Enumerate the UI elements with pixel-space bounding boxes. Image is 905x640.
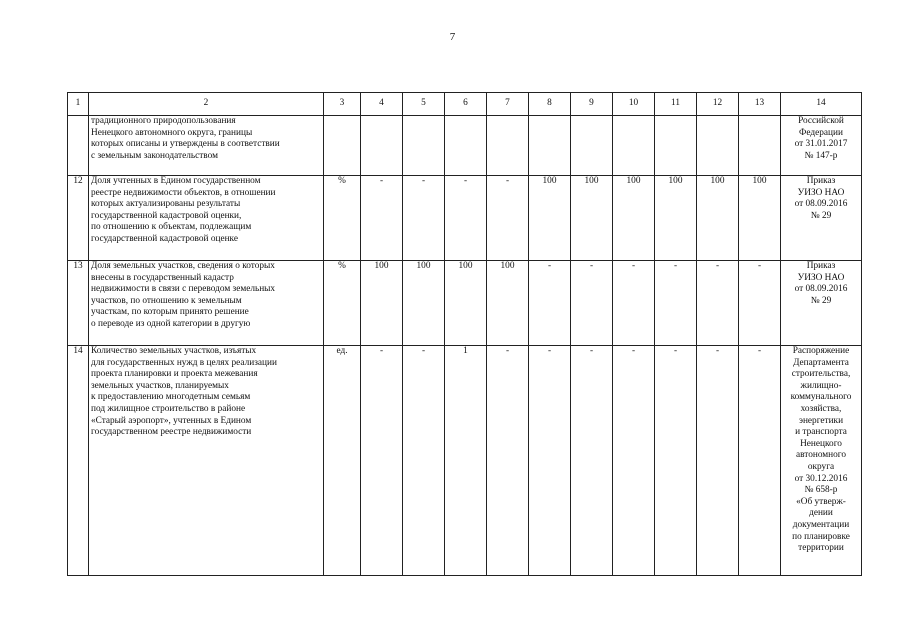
- column-number: 2: [89, 93, 324, 116]
- value-cell: -: [445, 176, 487, 261]
- text-line: от 31.01.2017: [794, 139, 848, 150]
- text-line: Российской: [798, 116, 844, 126]
- text-line: «Об утверж-: [796, 496, 846, 507]
- text-line: Приказ: [806, 261, 836, 271]
- text-line: от 08.09.2016: [794, 284, 848, 295]
- value-cell: [697, 116, 739, 176]
- column-number: 5: [403, 93, 445, 116]
- text-line: № 147-р: [804, 150, 838, 161]
- text-line: Количество земельных участков, изъятых: [91, 346, 257, 356]
- text-line: Ненецкого автономного округа, границы: [91, 127, 253, 138]
- value-cell: -: [613, 346, 655, 576]
- value-cell: -: [571, 261, 613, 346]
- text-line: государственном реестре недвижимости: [91, 427, 252, 438]
- text-line: № 29: [810, 295, 832, 306]
- table-row: [68, 346, 862, 576]
- text-line: № 658-р: [804, 485, 838, 496]
- column-number: 8: [529, 93, 571, 116]
- text-line: «Старый аэропорт», учтенных в Едином: [91, 415, 252, 426]
- row-number: 14: [68, 346, 89, 576]
- text-line: Департамента: [793, 357, 849, 368]
- value-cell: -: [655, 346, 697, 576]
- value-cell: -: [739, 346, 781, 576]
- text-line: государственной кадастровой оценки,: [91, 210, 242, 221]
- text-line: Ненецкого: [800, 438, 842, 449]
- text-line: Доля земельных участков, сведения о которых: [91, 261, 275, 271]
- unit-cell: ед.: [324, 346, 361, 576]
- indicator-description: [89, 261, 324, 346]
- text-line: и транспорта: [795, 427, 847, 438]
- value-cell: 100: [739, 176, 781, 261]
- text-line: к предоставлению многодетным семьям: [91, 392, 251, 403]
- value-cell: 100: [613, 176, 655, 261]
- value-cell: [529, 116, 571, 176]
- text-line: внесены в государственный кадастр: [91, 272, 234, 283]
- value-cell: [403, 116, 445, 176]
- text-line: жилищно-: [800, 380, 842, 391]
- text-line: по планировке: [792, 531, 850, 542]
- text-line: округа: [807, 461, 835, 472]
- text-line: хозяйства,: [800, 403, 842, 414]
- value-cell: -: [487, 346, 529, 576]
- text-line: Распоряжение: [792, 346, 850, 356]
- value-cell: -: [571, 346, 613, 576]
- page-number: 7: [449, 31, 456, 43]
- text-line: территории: [798, 543, 844, 554]
- text-line: УИЗО НАО: [797, 187, 845, 198]
- unit-cell: [324, 116, 361, 176]
- text-line: № 29: [810, 210, 832, 221]
- text-line: Приказ: [806, 176, 836, 186]
- text-line: которых актуализированы результаты: [91, 199, 241, 210]
- table-row: [68, 176, 862, 261]
- column-number: 11: [655, 93, 697, 116]
- text-line: энергетики: [798, 415, 844, 426]
- text-line: для государственных нужд в целях реализации: [91, 357, 277, 368]
- value-cell: -: [655, 261, 697, 346]
- column-number: 4: [361, 93, 403, 116]
- text-line: Доля учтенных в Едином государственном: [91, 176, 261, 186]
- text-line: которых описаны и утверждены в соответствии: [91, 139, 280, 150]
- legal-basis: [781, 346, 862, 576]
- value-cell: -: [697, 346, 739, 576]
- text-line: с земельным законодательством: [91, 150, 218, 161]
- unit-cell: %: [324, 261, 361, 346]
- row-number: 12: [68, 176, 89, 261]
- text-line: государственной кадастровой оценке: [91, 233, 238, 244]
- text-line: коммунального: [790, 392, 852, 403]
- text-line: под жилищное строительство в районе: [91, 403, 246, 414]
- text-line: о переводе из одной категории в другую: [91, 318, 251, 329]
- text-line: строительства,: [791, 369, 851, 380]
- text-line: документации: [792, 519, 850, 530]
- column-number: 9: [571, 93, 613, 116]
- value-cell: -: [529, 261, 571, 346]
- text-line: земельных участков, планируемых: [91, 380, 229, 391]
- text-line: Федерации: [799, 127, 843, 138]
- value-cell: -: [739, 261, 781, 346]
- column-number: 1: [68, 93, 89, 116]
- text-line: традиционного природопользования: [91, 116, 236, 126]
- text-line: недвижимости в связи с переводом земельных: [91, 284, 276, 295]
- value-cell: -: [361, 346, 403, 576]
- value-cell: 100: [487, 261, 529, 346]
- indicators-table: [67, 92, 862, 576]
- column-number: 13: [739, 93, 781, 116]
- value-cell: [571, 116, 613, 176]
- unit-cell: %: [324, 176, 361, 261]
- value-cell: [445, 116, 487, 176]
- text-line: от 08.09.2016: [794, 199, 848, 210]
- column-number: 10: [613, 93, 655, 116]
- value-cell: 100: [529, 176, 571, 261]
- text-line: по отношению к объектам, подлежащим: [91, 222, 252, 233]
- value-cell: [487, 116, 529, 176]
- value-cell: [739, 116, 781, 176]
- indicator-description: [89, 346, 324, 576]
- value-cell: -: [697, 261, 739, 346]
- value-cell: -: [361, 176, 403, 261]
- column-number: 14: [781, 93, 862, 116]
- column-number: 12: [697, 93, 739, 116]
- value-cell: [613, 116, 655, 176]
- value-cell: -: [403, 346, 445, 576]
- text-line: автономного: [795, 450, 847, 461]
- column-number: 6: [445, 93, 487, 116]
- text-line: дении: [809, 508, 833, 519]
- value-cell: 100: [571, 176, 613, 261]
- column-number: 7: [487, 93, 529, 116]
- value-cell: -: [613, 261, 655, 346]
- text-line: проекта планировки и проекта межевания: [91, 369, 258, 380]
- legal-basis: [781, 176, 862, 261]
- column-number-row: [68, 93, 862, 116]
- row-number: [68, 116, 89, 176]
- value-cell: 1: [445, 346, 487, 576]
- text-line: участков, по отношению к земельным: [91, 295, 242, 306]
- legal-basis: [781, 116, 862, 176]
- value-cell: [655, 116, 697, 176]
- value-cell: 100: [445, 261, 487, 346]
- value-cell: 100: [655, 176, 697, 261]
- value-cell: -: [487, 176, 529, 261]
- indicator-description: [89, 116, 324, 176]
- column-number: 3: [324, 93, 361, 116]
- value-cell: [361, 116, 403, 176]
- text-line: реестре недвижимости объектов, в отношении: [91, 187, 276, 198]
- table-row: [68, 261, 862, 346]
- legal-basis: [781, 261, 862, 346]
- value-cell: 100: [697, 176, 739, 261]
- indicator-description: [89, 176, 324, 261]
- value-cell: -: [403, 176, 445, 261]
- value-cell: 100: [361, 261, 403, 346]
- text-line: от 30.12.2016: [794, 473, 848, 484]
- value-cell: -: [529, 346, 571, 576]
- table-row: [68, 116, 862, 176]
- value-cell: 100: [403, 261, 445, 346]
- row-number: 13: [68, 261, 89, 346]
- text-line: УИЗО НАО: [797, 272, 845, 283]
- text-line: участкам, по которым принято решение: [91, 307, 249, 318]
